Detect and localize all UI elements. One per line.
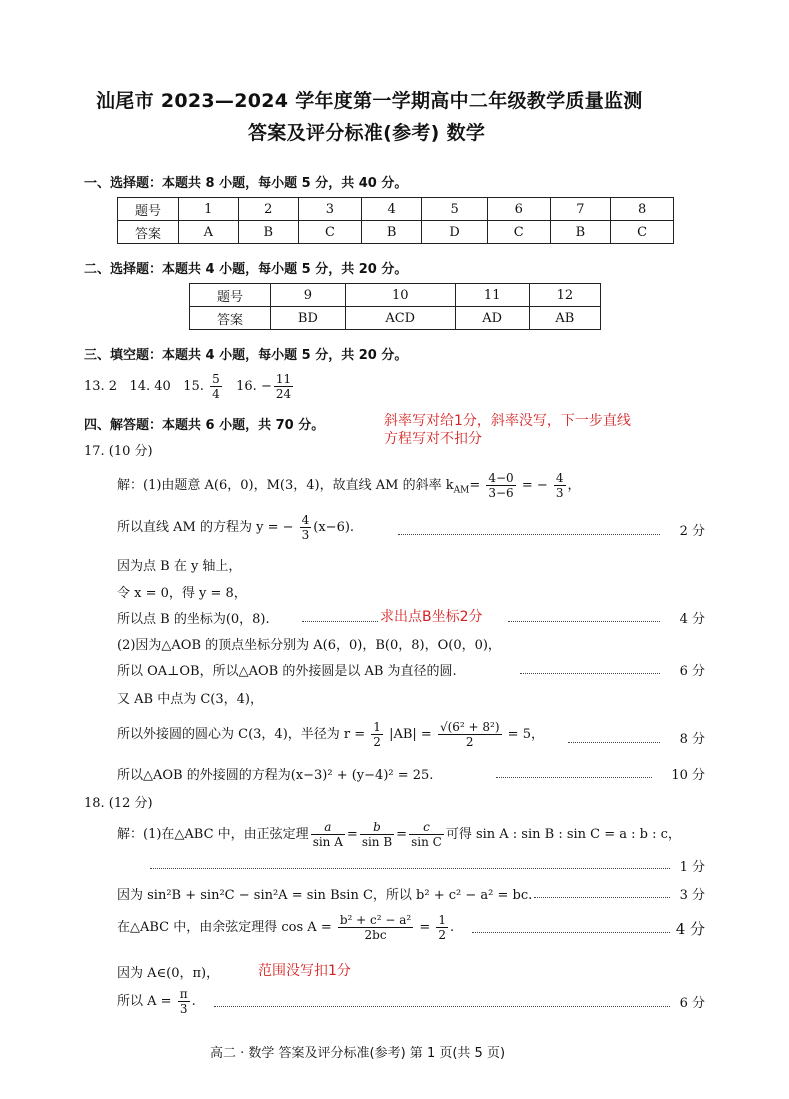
- page-subtitle: 答案及评分标准(参考) 数学: [248, 122, 486, 144]
- fraction-numerator: a: [311, 820, 345, 835]
- annotation-slope-cont: 方程写对不扣分: [384, 431, 482, 447]
- fraction-denominator: sin B: [361, 835, 393, 849]
- score-10: 10 分: [671, 768, 705, 783]
- score-4: 4 分: [679, 612, 705, 627]
- fill-answers: [84, 372, 295, 402]
- fraction-numerator: 4: [555, 471, 564, 485]
- annotation-slope: 斜率写对给1分，斜率没写，下一步直线: [384, 413, 631, 429]
- answer-15-fraction: [210, 372, 222, 401]
- table-cell: C: [299, 221, 362, 244]
- table-cell: 2: [238, 198, 299, 221]
- table-cell: 8: [611, 198, 674, 221]
- table-cell: B: [361, 221, 422, 244]
- answer-16-sign: −: [260, 379, 272, 394]
- fraction-numerator: c: [409, 820, 444, 835]
- subscript: AM: [453, 485, 470, 496]
- leader-dots: [150, 868, 670, 869]
- score-3: 3 分: [679, 888, 705, 903]
- q18-line-5: 因为 A∈(0，π)，: [117, 966, 220, 981]
- fraction-numerator: 1: [373, 720, 381, 734]
- table-cell: 9: [271, 284, 346, 307]
- q17-line-6: (2)因为△AOB 的顶点坐标分别为 A(6，0)，B(0，8)，O(0，0)，: [117, 638, 501, 653]
- table-cell: D: [422, 221, 488, 244]
- answer-15-label: 15.: [183, 379, 204, 394]
- table-cell: C: [487, 221, 550, 244]
- table-cell: 10: [345, 284, 455, 307]
- q17-line-10: 所以△AOB 的外接圆的方程为(x−3)² + (y−4)² = 25.: [117, 768, 434, 783]
- table-cell: 12: [529, 284, 600, 307]
- score-1: 1 分: [679, 860, 705, 875]
- fraction-numerator: √(6² + 8²): [439, 720, 500, 734]
- annotation-range: 范围没写扣1分: [258, 963, 351, 979]
- text: ，: [567, 478, 581, 493]
- score-6b: 6 分: [679, 996, 705, 1011]
- text: = 5，: [507, 727, 544, 742]
- q17-heading: 17. (10 分): [84, 444, 153, 459]
- fraction-denominator: sin C: [411, 835, 442, 849]
- q17-line-8: 又 AB 中点为 C(3，4)，: [117, 692, 263, 707]
- table-cell: 3: [299, 198, 362, 221]
- q17-line-2: [117, 512, 354, 544]
- radius-fraction: [438, 720, 502, 749]
- text: =: [396, 827, 408, 842]
- text: = −: [521, 478, 548, 493]
- table-header-cell: 答案: [118, 221, 179, 244]
- sine-fraction-a: [311, 820, 345, 849]
- table-cell: C: [611, 221, 674, 244]
- leader-dots: [508, 621, 660, 622]
- half-fraction: [371, 720, 383, 749]
- text: 解：(1)在△ABC 中，由正弦定理: [117, 827, 309, 842]
- q18-line-6: [117, 986, 196, 1018]
- q18-line-4: [117, 910, 454, 946]
- fraction-denominator: 2: [438, 928, 447, 942]
- text: 可得 sin A : sin B : sin C = a : b : c，: [445, 827, 681, 842]
- table-cell: 5: [422, 198, 488, 221]
- fraction-denominator: 24: [275, 387, 292, 401]
- text: 所以外接圆的圆心为 C(3，4)，半径为 r =: [117, 727, 366, 742]
- q17-line-5: 所以点 B 的坐标为(0，8).: [117, 612, 270, 627]
- leader-dots: [520, 673, 660, 674]
- fraction-denominator: 3−6: [488, 486, 514, 500]
- text: 在△ABC 中，由余弦定理得 cos A =: [117, 920, 332, 935]
- text: |AB| =: [389, 727, 432, 742]
- table-cell: ACD: [345, 307, 455, 330]
- score-4b: 4 分: [675, 920, 705, 938]
- annotation-point-b: 求出点B坐标2分: [380, 609, 483, 625]
- answer-table-1: [117, 197, 674, 244]
- leader-dots: [398, 534, 660, 535]
- text: .: [191, 994, 196, 1009]
- text: 所以直线 AM 的方程为 y = −: [117, 520, 294, 535]
- q18-heading: 18. (12 分): [84, 796, 153, 811]
- table-header-cell: 题号: [118, 198, 179, 221]
- answer-table-2: [189, 283, 601, 330]
- leader-dots: [302, 621, 378, 622]
- slope-fraction: [486, 471, 515, 500]
- fraction-numerator: b² + c² − a²: [339, 913, 412, 927]
- section-2-heading: 二、选择题：本题共 4 小题，每小题 5 分，共 20 分。: [84, 262, 408, 277]
- table-cell: 1: [179, 198, 239, 221]
- q18-line-1: [117, 818, 681, 852]
- fraction-denominator: sin A: [312, 835, 343, 849]
- text: 所以 A =: [117, 994, 172, 1009]
- fraction-denominator: 3: [301, 528, 310, 542]
- fraction-denominator: 2bc: [364, 928, 387, 942]
- leader-dots: [534, 897, 670, 898]
- text: =: [469, 478, 481, 493]
- line-fraction: [300, 513, 312, 542]
- table-cell: 4: [361, 198, 422, 221]
- fraction-numerator: 4−0: [488, 471, 514, 485]
- cosine-value-fraction: [436, 913, 448, 942]
- page-title: 汕尾市 2023—2024 学年度第一学期高中二年级教学质量监测: [96, 90, 643, 112]
- fraction-numerator: 1: [438, 913, 447, 927]
- fraction-denominator: 2: [373, 735, 381, 749]
- fraction-numerator: 4: [301, 513, 310, 527]
- fraction-denominator: 3: [179, 1002, 188, 1016]
- q17-line-7: 所以 OA⊥OB，所以△AOB 的外接圆是以 AB 为直径的圆.: [117, 664, 457, 679]
- fraction-numerator: π: [179, 987, 188, 1001]
- leader-dots: [472, 932, 670, 933]
- sine-fraction-b: [360, 820, 394, 849]
- page-footer: 高二 · 数学 答案及评分标准(参考) 第 1 页(共 5 页): [210, 1046, 506, 1061]
- table-row: [118, 221, 674, 244]
- fraction-denominator: 3: [555, 486, 564, 500]
- table-cell: BD: [271, 307, 346, 330]
- cosine-fraction: [338, 913, 413, 942]
- table-cell: B: [550, 221, 611, 244]
- table-row: [190, 307, 601, 330]
- leader-dots: [496, 777, 652, 778]
- fraction-numerator: 11: [275, 372, 292, 386]
- table-cell: 11: [455, 284, 529, 307]
- table-cell: AD: [455, 307, 529, 330]
- table-cell: 7: [550, 198, 611, 221]
- text: 解：(1)由题意 A(6，0)，M(3，4)，故直线 AM 的斜率 k: [117, 478, 454, 493]
- text: =: [346, 827, 358, 842]
- fraction-numerator: 5: [212, 372, 220, 386]
- table-cell: B: [238, 221, 299, 244]
- text: (x−6).: [313, 520, 355, 535]
- table-cell: AB: [529, 307, 600, 330]
- fraction-numerator: b: [360, 820, 394, 835]
- leader-dots: [214, 1006, 670, 1007]
- answer-13: 13. 2: [84, 379, 118, 394]
- text: =: [419, 920, 431, 935]
- sine-fraction-c: [409, 820, 444, 849]
- table-row: [190, 284, 601, 307]
- text: .: [450, 920, 455, 935]
- q17-line-9: [117, 718, 544, 752]
- q17-line-1: [117, 470, 581, 507]
- fraction-denominator: 4: [212, 387, 220, 401]
- fraction-denominator: 2: [465, 735, 474, 749]
- score-2: 2 分: [679, 524, 705, 539]
- answer-14: 14. 40: [129, 379, 171, 394]
- section-4-heading: 四、解答题：本题共 6 小题，共 70 分。: [84, 418, 325, 433]
- table-cell: 6: [487, 198, 550, 221]
- table-cell: A: [179, 221, 239, 244]
- leader-dots: [568, 742, 660, 743]
- table-header-cell: 答案: [190, 307, 271, 330]
- table-row: [118, 198, 674, 221]
- q17-line-3: 因为点 B 在 y 轴上，: [117, 559, 242, 574]
- answer-16-label: 16.: [236, 379, 257, 394]
- score-8: 8 分: [679, 732, 705, 747]
- q18-line-3: 因为 sin²B + sin²C − sin²A = sin Bsin C，所以 b² + c² − a² = bc.: [117, 888, 533, 903]
- section-1-heading: 一、选择题：本题共 8 小题，每小题 5 分，共 40 分。: [84, 176, 408, 191]
- q17-line-4: 令 x = 0，得 y = 8，: [117, 586, 247, 601]
- answer-16-fraction: [274, 372, 293, 401]
- score-6: 6 分: [679, 664, 705, 679]
- pi-third-fraction: [178, 987, 190, 1016]
- slope-value-fraction: [554, 471, 566, 500]
- section-3-heading: 三、填空题：本题共 4 小题，每小题 5 分，共 20 分。: [84, 348, 408, 363]
- table-header-cell: 题号: [190, 284, 271, 307]
